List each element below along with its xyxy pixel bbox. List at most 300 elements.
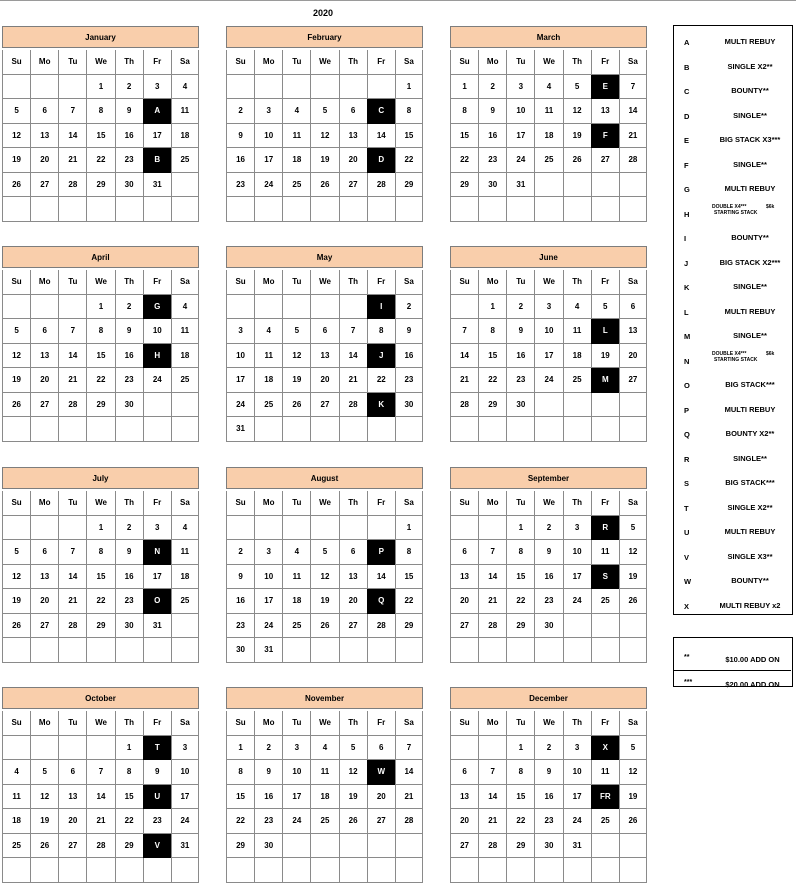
- addon-table: [673, 637, 793, 687]
- addon-label: $20.00 ADD ON: [725, 680, 780, 689]
- day-cell: 25: [282, 614, 310, 639]
- day-cell: 5: [563, 75, 591, 100]
- legend-key: Q: [684, 430, 690, 439]
- day-cell: 25: [310, 809, 338, 834]
- legend-label: [708, 307, 792, 316]
- weekday-label: Th: [339, 50, 367, 75]
- weekday-label: We: [310, 50, 338, 75]
- legend-row: [674, 418, 792, 442]
- legend-row: [674, 590, 792, 614]
- day-cell: 15: [395, 565, 423, 590]
- day-cell: 16: [478, 124, 506, 149]
- day-cell: 19: [563, 124, 591, 149]
- day-cell: 26: [563, 148, 591, 173]
- legend-key: V: [684, 552, 690, 562]
- day-cell: 20: [619, 344, 647, 369]
- weekday-label: Fr: [143, 491, 171, 516]
- day-cell: 27: [310, 393, 338, 418]
- day-cell: 12: [2, 124, 30, 149]
- day-cell: [2, 75, 30, 100]
- day-cell: [395, 858, 423, 883]
- day-cell: 24: [143, 368, 171, 393]
- day-cell: 1: [86, 75, 114, 100]
- day-cell: [282, 295, 310, 320]
- day-cell: 8: [506, 760, 534, 785]
- event-marker: N: [143, 540, 171, 565]
- day-cell: [478, 858, 506, 883]
- day-cell: 9: [478, 99, 506, 124]
- day-cell: 27: [367, 809, 395, 834]
- day-cell: 13: [450, 785, 478, 810]
- day-cell: [30, 736, 58, 761]
- day-cell: 24: [171, 809, 199, 834]
- legend-label: [708, 454, 792, 463]
- day-cell: 11: [171, 540, 199, 565]
- day-cell: [339, 516, 367, 541]
- day-cell: [58, 638, 86, 663]
- day-cell: 25: [534, 148, 562, 173]
- day-cell: 7: [58, 540, 86, 565]
- day-cell: 25: [254, 393, 282, 418]
- legend-row: [674, 443, 792, 467]
- weekday-label: Th: [115, 711, 143, 736]
- legend-row: [674, 247, 792, 271]
- day-cell: 14: [58, 124, 86, 149]
- day-cell: 4: [563, 295, 591, 320]
- day-cell: 27: [30, 173, 58, 198]
- day-cell: [339, 295, 367, 320]
- day-cell: 22: [115, 809, 143, 834]
- day-cell: 7: [58, 99, 86, 124]
- day-cell: [226, 858, 254, 883]
- day-cell: 27: [619, 368, 647, 393]
- day-cell: 9: [115, 99, 143, 124]
- day-cell: [395, 197, 423, 222]
- weekday-label: Su: [2, 711, 30, 736]
- day-cell: 10: [563, 540, 591, 565]
- day-cell: 11: [254, 344, 282, 369]
- legend-row: [674, 296, 792, 320]
- day-cell: 20: [450, 809, 478, 834]
- day-cell: [534, 197, 562, 222]
- legend-key: E: [684, 136, 690, 145]
- day-cell: 16: [115, 344, 143, 369]
- legend-key: M: [684, 332, 691, 341]
- day-cell: 23: [143, 809, 171, 834]
- day-cell: 15: [506, 785, 534, 810]
- day-cell: [619, 417, 647, 442]
- legend-label: [708, 184, 792, 193]
- weekday-label: Mo: [478, 50, 506, 75]
- day-cell: 1: [450, 75, 478, 100]
- event-marker: C: [367, 99, 395, 124]
- day-cell: 19: [591, 344, 619, 369]
- day-cell: 29: [395, 614, 423, 639]
- legend-label: [708, 233, 792, 242]
- day-cell: 9: [143, 760, 171, 785]
- day-cell: 2: [395, 295, 423, 320]
- weekday-label: We: [86, 711, 114, 736]
- day-cell: 16: [115, 124, 143, 149]
- day-cell: 25: [563, 368, 591, 393]
- day-cell: 11: [591, 760, 619, 785]
- event-marker: W: [367, 760, 395, 785]
- weekday-label: Th: [563, 50, 591, 75]
- day-cell: [282, 417, 310, 442]
- day-cell: 26: [310, 173, 338, 198]
- day-cell: 5: [619, 516, 647, 541]
- event-marker: B: [143, 148, 171, 173]
- day-cell: 6: [450, 540, 478, 565]
- day-cell: [450, 417, 478, 442]
- day-cell: [310, 638, 338, 663]
- day-cell: [226, 197, 254, 222]
- day-cell: 17: [171, 785, 199, 810]
- legend-key: G: [684, 185, 690, 194]
- day-cell: 31: [563, 834, 591, 859]
- day-cell: 10: [143, 319, 171, 344]
- legend-row: [674, 75, 792, 99]
- day-cell: [478, 516, 506, 541]
- day-cell: 22: [506, 589, 534, 614]
- day-cell: 24: [534, 368, 562, 393]
- month-header: April: [2, 246, 199, 268]
- day-cell: 28: [395, 809, 423, 834]
- day-cell: [86, 638, 114, 663]
- weekday-label: Su: [2, 270, 30, 295]
- month-december: [450, 687, 647, 883]
- weekday-label: Tu: [282, 491, 310, 516]
- day-cell: 23: [115, 148, 143, 173]
- day-cell: 12: [282, 344, 310, 369]
- day-cell: [619, 858, 647, 883]
- day-cell: [619, 638, 647, 663]
- day-cell: [30, 516, 58, 541]
- day-cell: 10: [226, 344, 254, 369]
- day-cell: [2, 858, 30, 883]
- month-september: [450, 467, 647, 663]
- day-cell: [254, 516, 282, 541]
- legend-stack-amount: $6k: [766, 350, 775, 357]
- day-cell: 13: [30, 124, 58, 149]
- month-header: October: [2, 687, 199, 709]
- day-cell: 29: [450, 173, 478, 198]
- day-cell: 20: [310, 368, 338, 393]
- legend-label-line2: STARTING STACK: [714, 209, 758, 216]
- day-cell: [30, 295, 58, 320]
- legend-label: [708, 601, 792, 610]
- day-cell: 2: [478, 75, 506, 100]
- weekday-label: Sa: [171, 491, 199, 516]
- day-cell: [591, 417, 619, 442]
- day-cell: 6: [450, 760, 478, 785]
- weekday-label: Fr: [367, 711, 395, 736]
- legend-key: H: [684, 209, 690, 219]
- legend-key: L: [684, 307, 689, 317]
- day-cell: 13: [58, 785, 86, 810]
- weekday-label: Mo: [30, 711, 58, 736]
- event-marker: I: [367, 295, 395, 320]
- event-marker: D: [367, 148, 395, 173]
- day-cell: 20: [450, 589, 478, 614]
- day-cell: 9: [226, 565, 254, 590]
- day-cell: 15: [450, 124, 478, 149]
- legend-key: K: [684, 283, 690, 292]
- day-cell: [254, 858, 282, 883]
- day-cell: 7: [478, 540, 506, 565]
- day-cell: 17: [143, 124, 171, 149]
- legend-label: [708, 429, 792, 438]
- legend-label: [708, 160, 792, 169]
- day-cell: 28: [478, 834, 506, 859]
- day-cell: 27: [450, 614, 478, 639]
- day-cell: [86, 736, 114, 761]
- legend-label-line: BOUNTY**: [731, 86, 769, 95]
- day-cell: [171, 858, 199, 883]
- day-cell: [254, 197, 282, 222]
- month-grid: [226, 491, 423, 663]
- day-cell: 2: [506, 295, 534, 320]
- day-cell: [143, 197, 171, 222]
- weekday-label: We: [534, 270, 562, 295]
- day-cell: 26: [310, 614, 338, 639]
- day-cell: [395, 834, 423, 859]
- day-cell: 12: [30, 785, 58, 810]
- day-cell: 29: [226, 834, 254, 859]
- weekday-label: We: [534, 711, 562, 736]
- month-grid: [226, 50, 423, 222]
- day-cell: [619, 393, 647, 418]
- day-cell: 23: [506, 368, 534, 393]
- day-cell: 30: [534, 834, 562, 859]
- day-cell: 2: [115, 75, 143, 100]
- month-grid: [2, 491, 199, 663]
- legend-row: [674, 198, 792, 222]
- day-cell: 14: [86, 785, 114, 810]
- day-cell: 1: [506, 736, 534, 761]
- month-header: December: [450, 687, 647, 709]
- day-cell: 17: [563, 565, 591, 590]
- legend-row: [674, 345, 792, 369]
- legend-label-line: SINGLE X2**: [727, 61, 773, 71]
- day-cell: 4: [171, 516, 199, 541]
- day-cell: 7: [450, 319, 478, 344]
- month-grid: [450, 491, 647, 663]
- day-cell: 2: [534, 516, 562, 541]
- day-cell: 17: [254, 148, 282, 173]
- day-cell: [171, 638, 199, 663]
- day-cell: 20: [30, 368, 58, 393]
- day-cell: 22: [226, 809, 254, 834]
- day-cell: [395, 638, 423, 663]
- day-cell: 19: [310, 589, 338, 614]
- month-grid: [450, 711, 647, 883]
- day-cell: [2, 295, 30, 320]
- event-marker: Q: [367, 589, 395, 614]
- legend-key: F: [684, 160, 689, 170]
- legend-key: B: [684, 62, 690, 72]
- legend-row: [674, 26, 792, 50]
- day-cell: 9: [395, 319, 423, 344]
- day-cell: [478, 638, 506, 663]
- day-cell: 8: [86, 540, 114, 565]
- weekday-label: Su: [450, 50, 478, 75]
- day-cell: [171, 393, 199, 418]
- day-cell: [591, 393, 619, 418]
- weekday-label: Mo: [478, 711, 506, 736]
- legend-row: [674, 271, 792, 295]
- day-cell: 25: [591, 589, 619, 614]
- legend-label: [708, 135, 792, 144]
- day-cell: 22: [506, 809, 534, 834]
- day-cell: 14: [395, 760, 423, 785]
- month-grid: [2, 270, 199, 442]
- legend-label: [708, 37, 792, 46]
- day-cell: 22: [367, 368, 395, 393]
- day-cell: [563, 858, 591, 883]
- day-cell: 23: [115, 589, 143, 614]
- event-marker: H: [143, 344, 171, 369]
- day-cell: 18: [282, 148, 310, 173]
- legend-row: [674, 320, 792, 344]
- day-cell: [282, 516, 310, 541]
- day-cell: 12: [2, 565, 30, 590]
- day-cell: 22: [86, 589, 114, 614]
- weekday-label: Su: [226, 711, 254, 736]
- legend-key: R: [684, 454, 690, 464]
- legend-key: P: [684, 405, 690, 415]
- day-cell: [367, 858, 395, 883]
- month-grid: [226, 711, 423, 883]
- day-cell: 5: [310, 99, 338, 124]
- day-cell: 22: [86, 148, 114, 173]
- event-marker: X: [591, 736, 619, 761]
- day-cell: [282, 75, 310, 100]
- day-cell: 23: [534, 809, 562, 834]
- day-cell: 12: [619, 540, 647, 565]
- weekday-label: Sa: [395, 50, 423, 75]
- day-cell: 10: [171, 760, 199, 785]
- weekday-label: Tu: [282, 711, 310, 736]
- day-cell: 3: [254, 540, 282, 565]
- weekday-label: Su: [226, 491, 254, 516]
- day-cell: 24: [563, 809, 591, 834]
- day-cell: 28: [86, 834, 114, 859]
- day-cell: 17: [563, 785, 591, 810]
- legend-row: [674, 173, 792, 197]
- day-cell: 15: [506, 565, 534, 590]
- day-cell: 8: [395, 99, 423, 124]
- weekday-label: Sa: [619, 711, 647, 736]
- day-cell: [339, 197, 367, 222]
- day-cell: [310, 75, 338, 100]
- addon-label: $10.00 ADD ON: [725, 655, 780, 664]
- day-cell: [143, 417, 171, 442]
- legend-label-line: DOUBLE X4***: [712, 350, 747, 357]
- day-cell: 31: [506, 173, 534, 198]
- day-cell: [591, 834, 619, 859]
- weekday-label: Su: [450, 711, 478, 736]
- day-cell: [367, 197, 395, 222]
- day-cell: [563, 638, 591, 663]
- day-cell: 2: [534, 736, 562, 761]
- weekday-label: Fr: [143, 711, 171, 736]
- day-cell: 24: [254, 173, 282, 198]
- legend-key: J: [684, 258, 689, 268]
- day-cell: [367, 417, 395, 442]
- day-cell: 20: [30, 589, 58, 614]
- legend-key: D: [684, 111, 690, 121]
- day-cell: [506, 417, 534, 442]
- legend-label-line: MULTI REBUY: [724, 404, 776, 414]
- weekday-label: We: [86, 50, 114, 75]
- day-cell: 20: [367, 785, 395, 810]
- day-cell: 19: [619, 565, 647, 590]
- month-header: September: [450, 467, 647, 489]
- legend-key: W: [684, 577, 692, 586]
- legend-stack-amount: $6k: [766, 203, 775, 210]
- day-cell: 1: [86, 295, 114, 320]
- day-cell: 30: [506, 393, 534, 418]
- day-cell: 26: [2, 393, 30, 418]
- day-cell: 23: [254, 809, 282, 834]
- day-cell: [506, 858, 534, 883]
- day-cell: [30, 75, 58, 100]
- day-cell: 30: [115, 393, 143, 418]
- day-cell: [478, 736, 506, 761]
- weekday-label: Fr: [591, 50, 619, 75]
- day-cell: 30: [115, 173, 143, 198]
- day-cell: 5: [2, 319, 30, 344]
- day-cell: [591, 173, 619, 198]
- weekday-label: Tu: [58, 270, 86, 295]
- legend-label: [708, 331, 792, 340]
- day-cell: 12: [2, 344, 30, 369]
- day-cell: 21: [450, 368, 478, 393]
- day-cell: 28: [58, 393, 86, 418]
- day-cell: 19: [339, 785, 367, 810]
- day-cell: 6: [30, 319, 58, 344]
- month-header: March: [450, 26, 647, 48]
- day-cell: 29: [86, 614, 114, 639]
- legend-label: [708, 576, 792, 585]
- event-marker: U: [143, 785, 171, 810]
- day-cell: 1: [226, 736, 254, 761]
- legend-row: [674, 51, 792, 75]
- day-cell: 14: [367, 565, 395, 590]
- day-cell: 19: [282, 368, 310, 393]
- day-cell: 3: [143, 516, 171, 541]
- day-cell: 4: [310, 736, 338, 761]
- day-cell: 18: [254, 368, 282, 393]
- day-cell: 23: [534, 589, 562, 614]
- day-cell: 3: [171, 736, 199, 761]
- day-cell: 8: [86, 99, 114, 124]
- day-cell: 21: [58, 148, 86, 173]
- month-grid: [450, 50, 647, 222]
- legend-label-line: BIG STACK***: [725, 380, 775, 389]
- day-cell: [30, 638, 58, 663]
- weekday-label: Sa: [171, 270, 199, 295]
- day-cell: 25: [2, 834, 30, 859]
- event-marker: K: [367, 393, 395, 418]
- month-august: [226, 467, 423, 663]
- day-cell: 10: [534, 319, 562, 344]
- day-cell: 22: [395, 589, 423, 614]
- legend-row: [674, 565, 792, 589]
- day-cell: 29: [478, 393, 506, 418]
- day-cell: [478, 197, 506, 222]
